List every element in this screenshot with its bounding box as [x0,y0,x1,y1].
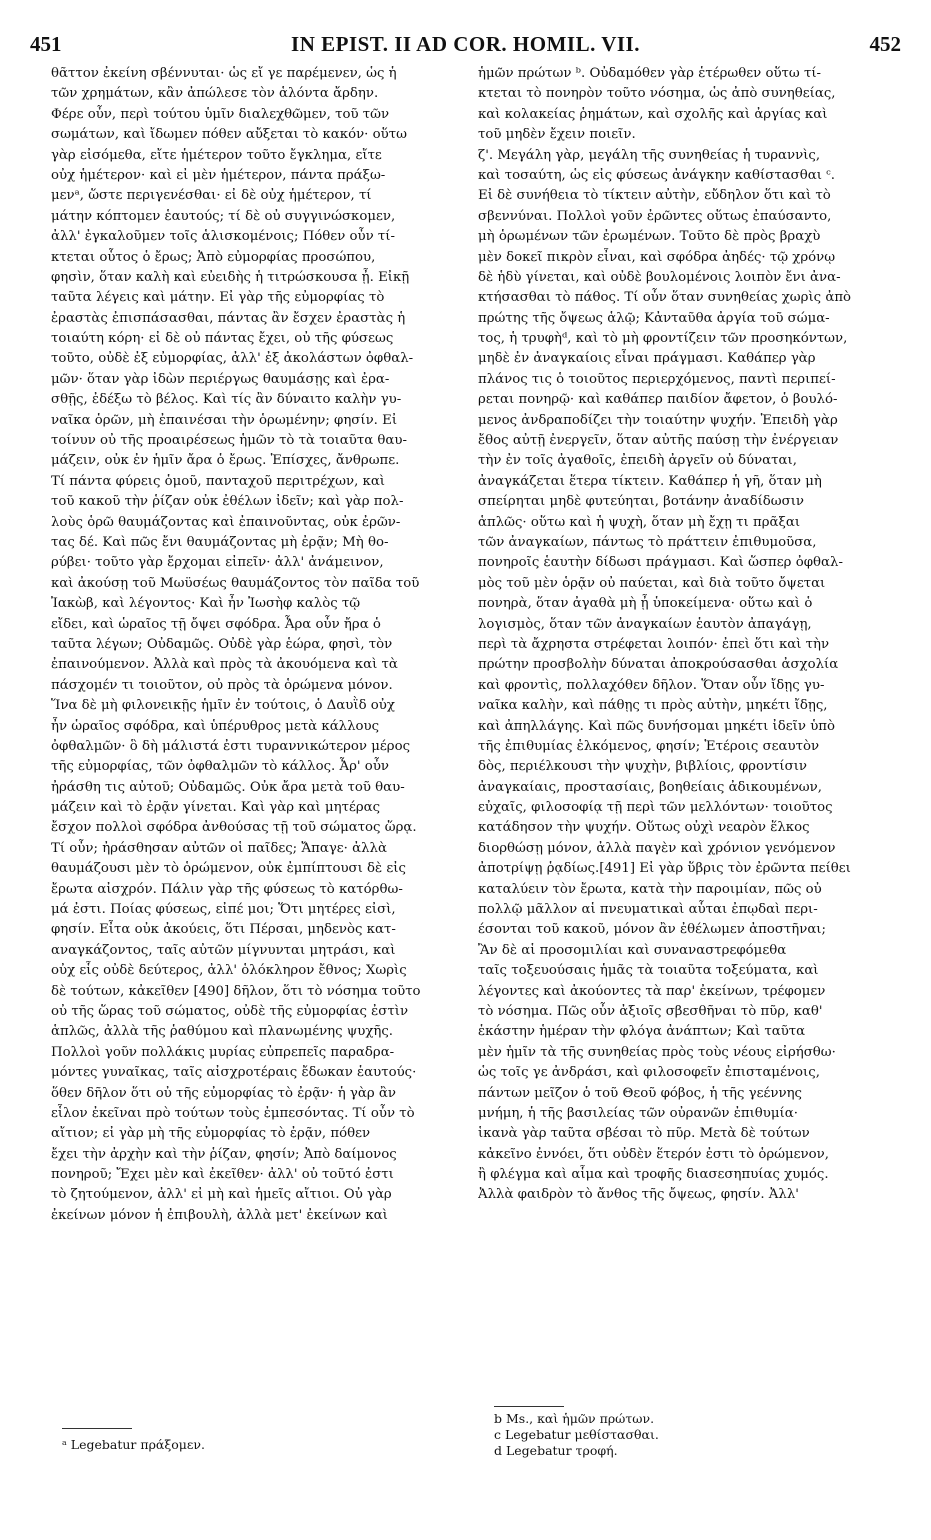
text-line: σβεννύναι. Πολλοὶ γοῦν ἐρῶντες οὕτως ἐπαύσαντο, [478,208,832,224]
footnotes-right [494,1411,659,1459]
text-line: μὲν δοκεῖ πικρὸν εἶναι, καὶ σφόδρα ἀηδές· τῷ χρόνῳ [478,249,836,265]
text-line: ἢ φλέγμα καὶ αἷμα καὶ τροφῆς διασεσηπυίας χυμός. [478,1167,829,1183]
text-line: Ἵνα δὲ μὴ φιλονεικῇς ἡμῖν ἐν τούτοις, ὁ Δαυῒδ οὐχ [51,698,395,714]
text-line: ζ'. Μεγάλη γὰρ, μεγάλη τῆς συνηθείας ἡ τυραννὶς, [478,147,821,163]
text-line: Πολλοὶ γοῦν πολλάκις μυρίας εὐπρεπεῖς παραδρα- [51,1044,395,1060]
text-line: ναῖκα ὁρῶν, μὴ ἐπαινέσαι τὴν ὁρωμένην; φησίν. Εἰ [51,412,398,428]
running-title: IN EPIST. II AD COR. HOMIL. VII. [291,32,640,56]
footnote-rule-right [494,1406,564,1407]
text-line: έσονται τοῦ κακοῦ, μόνον ἂν ἐθέλωμεν ἀποστῆναι; [478,922,826,938]
text-line: πονηροῦ; Ἔχει μὲν καὶ ἐκεῖθεν· ἀλλ' οὐ τοῦτό ἐστι [51,1167,394,1183]
text-line: ἦν ὡραῖος σφόδρα, καὶ ὑπέρυθρος μετὰ κάλλους [51,718,380,734]
text-line: τοίνυν οὐ τῆς προαιρέσεως ἡμῶν τὸ τὰ τοιαῦτα θαυ- [51,433,407,449]
text-line: τας δέ. Καὶ πῶς ἔνι θαυμάζοντας μὴ ἐρᾷν; Μὴ θο- [51,534,389,550]
text-line: τῆς ἐπιθυμίας ἑλκόμενος, φησίν; Ἑτέροις σεαυτὸν [478,738,820,754]
text-line: τος, ἡ τρυφὴᵈ, καὶ τὸ μὴ φροντίζειν τῶν προσηκόντων, [478,331,848,347]
text-line: μά ἐστι. Ποίας φύσεως, εἰπέ μοι; Ὅτι μητέρες εἰσὶ, [51,902,396,918]
text-line: πάσχομέν τι τοιοῦτον, οὐ πρὸς τὰ ὁρώμενα μόνον. [51,677,393,693]
text-line: μὴ ὁρωμένων τῶν ἐρωμένων. Τοῦτο δὲ πρὸς βραχὺ [478,229,821,245]
text-line: ἀναγκάζεται ἕτερα τίκτειν. Καθάπερ ἡ γῆ, ὅταν μὴ [478,473,822,489]
text-line: λοὺς ὁρῶ θαυμάζοντας καὶ ἐπαινοῦντας, οὐκ ἐρῶν- [51,514,401,530]
text-line: ταῦτα λέγεις καὶ μάτην. Εἰ γὰρ τῆς εὐμορφίας τὸ [51,290,385,306]
text-line: σωμάτων, καὶ ἴδωμεν πόθεν αὔξεται τὸ κακόν· οὕτω [51,127,407,143]
text-line: ἁπλῶς· οὕτω καὶ ἡ ψυχὴ, ὅταν μὴ ἔχῃ τι πρᾶξαι [478,514,801,530]
footnote: d Legebatur τροφή. [494,1443,618,1458]
text-line: τοῦ μηδὲν ἔχειν ποιεῖν. [478,127,636,143]
text-line: φησίν. Εἶτα οὐκ ἀκούεις, ὅτι Πέρσαι, μηδενὸς κατ- [51,922,396,938]
text-line: πρώτην προσβολὴν δύναται ἀποκρούσασθαι ἀσχολία [478,657,839,673]
text-line: μὲν ἡμῖν τὰ τῆς συνηθείας πρὸς τοὺς νέους εἰρήσθω· [478,1044,836,1060]
text-line: κἀκεῖνο ἐννόει, ὅτι οὐδὲν ἕτερόν ἐστι τὸ ὁρώμενον, [478,1146,829,1162]
text-line: εὐχαῖς, φιλοσοφίᾳ τῇ περὶ τῶν μελλόντων· τοιοῦτος [478,800,833,816]
text-line: αναγκάζοντος, ταῖς αὐτῶν μίγνυνται μητράσι, καὶ [51,942,396,958]
text-line: ἔρωτα αἰσχρόν. Πάλιν γὰρ τῆς φύσεως τὸ κατόρθω- [51,881,403,897]
text-line: τοῦ κακοῦ τὴν ῥίζαν οὐκ ἐθέλων ἰδεῖν; καὶ γὰρ πολ- [51,494,404,510]
text-line: ταῖς τοξευούσαις ἡμᾶς τὰ τοιαῦτα τοξεύματα, καὶ [478,963,819,979]
text-line: εἷλον ἐκεῖναι πρὸ τούτων τοὺς ἐμπεσόντας. Τί οὖν τὸ [51,1105,415,1121]
text-line: ἀποτρίψῃ ῥᾳδίως.[491] Εἰ γὰρ ὕβρις τὸν ἐρῶντα πείθει [478,861,851,877]
text-line: κτεται οὗτος ὁ ἔρως; Ἀπὸ εὐμορφίας προσώπου, [51,249,376,265]
text-line: καὶ κολακείας ῥημάτων, καὶ σχολῆς καὶ ἀργίας καὶ [478,106,828,122]
page-number-right: 452 [869,32,901,56]
text-line: πρώτης τῆς ὄψεως ἁλῷ; Κἀνταῦθα ἀργία τοῦ σώμα- [478,310,830,326]
text-line: ἔσχον πολλοὶ σφόδρα ἀνθούσας τῇ τοῦ σώματος ὥρᾳ. [51,820,417,836]
text-line: περὶ τὰ ἄχρηστα στρέφεται λοιπόν· ἐπεὶ ὅτι καὶ τὴν [478,636,830,652]
text-line: μάζειν, οὐκ ἐν ἡμῖν ἄρα ὁ ἔρως. Ἐπίσχες, ἄνθρωπε. [51,453,400,469]
text-line: ἠράσθη τις αὐτοῦ; Οὐδαμῶς. Οὐκ ἄρα μετὰ τοῦ θαυ- [51,779,405,795]
text-line: ἑκάστην ἡμέραν τὴν φλόγα ἀνάπτων; Καὶ ταῦτα [478,1024,806,1040]
text-line: τῆς εὐμορφίας, τῶν ὀφθαλμῶν τὸ κάλλος. Ἆρ' οὖν [51,759,389,775]
text-line: ἔχει τὴν ἀρχὴν καὶ τὴν ῥίζαν, φησίν; Ἀπὸ δαίμονος [51,1146,397,1162]
text-line: ἐπαινούμενον. Ἀλλὰ καὶ πρὸς τὰ ἀκουόμενα καὶ τὰ [51,657,398,673]
footnote: c Legebatur μεθίστασθαι. [494,1427,659,1442]
text-line: πονηρὰ, ὅταν ἀγαθὰ μὴ ᾖ ὑποκείμενα· οὕτω καὶ ὁ [478,596,813,612]
text-line: δὲ ἡδὺ γίνεται, καὶ οὐδὲ βουλομένοις λοιπὸν ἔνι ἀνα- [478,269,841,285]
text-line: ταῦτα λέγων; Οὐδαμῶς. Οὐδὲ γὰρ ἑώρα, φησὶ, τὸν [51,636,393,652]
text-line: σθῇς, ἐδέξω τὸ βέλος. Καὶ τίς ἂν δύναιτο καλὴν γυ- [51,392,402,408]
text-line: διορθώσῃ μόνον, ἀλλὰ παγὲν καὶ χρόνιον γενόμενον [478,840,836,856]
text-line: μάτην κόπτομεν ἑαυτούς; τί δὲ οὐ συγγινώσκομεν, [51,208,396,224]
text-line: εἴδει, καὶ ὡραῖος τῇ ὄψει σφόδρα. Ἆρα οὖν ἤρα ὁ [51,616,381,632]
text-line: πονηροῖς ἑαυτὴν δίδωσι πράγμασι. Καὶ ὥσπερ ὀφθαλ- [478,555,843,571]
text-line: πλάνος τις ὁ τοιοῦτος περιερχόμενος, παντὶ περιπεί- [478,371,836,387]
text-line: ναῖκα καλὴν, καὶ πάθῃς τι πρὸς αὐτὴν, μηκέτι ἴδῃς, [478,698,828,714]
footnote: ᵃ Legebatur πράξομεν. [62,1437,205,1452]
text-line: οὐ τῆς ὥρας τοῦ σώματος, οὐδὲ τῆς εὐμορφίας ἐστὶν [51,1003,409,1019]
text-line: καὶ φροντὶς, πολλαχόθεν δῆλον. Ὅταν οὖν ἴδῃς γυ- [478,677,825,693]
text-line: Εἰ δὲ συνήθεια τὸ τίκτειν αὐτὴν, εὔδηλον ὅτι καὶ τὸ [478,188,831,204]
left-text-column [51,64,461,1226]
text-line: Φέρε οὖν, περὶ τούτου ὑμῖν διαλεχθῶμεν, τοῦ τῶν [51,106,390,122]
page-number-left: 451 [30,32,62,56]
text-line: τῶν χρημάτων, κἂν ἀπώλεσε τὸν ἁλόντα ἄρδην. [51,86,379,102]
page-header [30,32,901,62]
text-line: τὴν ἐν τοῖς ἀγαθοῖς, ἐπειδὴ ἀργεῖν οὐ δύναται, [478,453,797,469]
text-line: ἀλλ' ἐγκαλοῦμεν τοῖς ἁλισκομένοις; Πόθεν οὖν τί- [51,229,395,245]
text-line: ἐραστὰς ἐπισπάσασθαι, πάντας ἂν ἔσχεν ἐραστὰς ἡ [51,310,406,326]
text-line: μόντες γυναῖκας, ταῖς αἰσχροτέραις ἔδωκαν ἑαυτούς· [51,1065,417,1081]
text-line: ἔθος αὐτῇ ἐνεργεῖν, ὅταν αὐτῆς παύσῃ τὴν ἐνέργειαν [478,433,839,449]
text-line: οὐχ εἷς οὐδὲ δεύτερος, ἀλλ' ὁλόκληρον ἔθνος; Χωρὶς [51,963,407,979]
text-line: μνήμη, ἡ τῆς βασιλείας τῶν οὐρανῶν ἐπιθυμία· [478,1105,798,1121]
text-line: μενᵃ, ὥστε περιγενέσθαι· εἰ δὲ οὐχ ἡμέτερον, τί [51,188,372,204]
text-line: ἡμῶν πρώτων ᵇ. Οὐδαμόθεν γὰρ ἑτέρωθεν οὕτω τί- [478,66,822,81]
text-line: δὲ τούτων, κἀκεῖθεν [490] δῆλον, ὅτι τὸ νόσημα τοῦτο [51,983,421,999]
text-line: ρύβει· τοῦτο γὰρ ἔρχομαι εἰπεῖν· ἀλλ' ἀνάμεινον, [51,555,384,571]
text-line: μὸς τοῦ μὲν ὁρᾷν οὐ παύεται, καὶ διὰ τοῦτο ὄψεται [478,575,826,591]
text-line: δὸς, περιέλκουσι τὴν ψυχὴν, βιβλίοις, φροντίσιν [478,759,808,775]
footnotes-left [62,1437,205,1453]
text-line: μενος ἀνδραποδίζει τὴν τοιαύτην ψυχήν. Ἐπειδὴ γὰρ [478,412,838,428]
text-line: καὶ ἀκούσῃ τοῦ Μωϋσέως θαυμάζοντος τὸν παῖδα τοῦ [51,575,420,591]
text-line: Τί πάντα φύρεις ὁμοῦ, πανταχοῦ περιτρέχων, καὶ [51,473,386,489]
text-line: Ἂν δὲ αἱ προσομιλίαι καὶ συναναστρεφόμεθα [478,942,787,958]
text-line: μάζειν καὶ τὸ ἐρᾷν γίνεται. Καὶ γὰρ καὶ μητέρας [51,800,381,816]
text-line: ὅθεν δῆλον ὅτι οὐ τῆς εὐμορφίας τὸ ἐρᾷν· ἡ γὰρ ἂν [51,1085,396,1101]
text-line: θαυμάζουσι μὲν τὸ ὁρώμενον, οὐκ ἐμπίπτουσι δὲ εἰς [51,861,406,877]
text-line: τὸ νόσημα. Πῶς οὖν ἀξιοῖς σβεσθῆναι τὸ πῦρ, καθ' [478,1003,823,1019]
text-line: αἴτιον; εἰ γὰρ μὴ τῆς εὐμορφίας τὸ ἐρᾷν, πόθεν [51,1126,371,1142]
text-line: μῶν· ὅταν γὰρ ἰδὼν περιέργως θαυμάσῃς καὶ ἐρα- [51,371,390,387]
text-line: κτεται τὸ πονηρὸν τοῦτο νόσημα, ὡς ἀπὸ συνηθείας, [478,86,836,102]
text-line: Ἀλλὰ φαιδρὸν τὸ ἄνθος τῆς ὄψεως, φησίν. Ἀλλ' [478,1187,799,1203]
text-line: τῶν ἀναγκαίων, πάντως τὸ πράττειν ἐπιθυμοῦσα, [478,534,817,550]
right-text-column [478,64,893,1206]
text-line: ἱκανὰ γὰρ ταῦτα σβέσαι τὸ πῦρ. Μετὰ δὲ τούτων [478,1126,810,1142]
text-line: θᾶττον ἐκείνη σβέννυται· ὡς εἴ γε παρέμενεν, ὡς ἡ [51,66,397,81]
text-line: τοιαύτη κόρη· εἰ δὲ οὐ πάντας ἔχει, οὐ τῆς φύσεως [51,331,394,347]
text-line: κατάδησον τὴν ψυχήν. Οὕτως οὐχὶ νεαρὸν ἕλκος [478,820,810,836]
text-line: καὶ τοσαύτη, ὡς εἰς φύσεως ἀνάγκην καθίστασθαι ᶜ. [478,167,836,183]
text-line: ὡς τοῖς γε ἀνδράσι, καὶ φιλοσοφεῖν ἐπισταμένοις, [478,1065,820,1081]
text-line: ἀναγκαίαις, προστασίαις, βοηθείαις ἀδικουμένων, [478,779,822,795]
text-line: φησὶν, ὅταν καλὴ καὶ εὐειδὴς ἡ τιτρώσκουσα ᾖ. Εἰκῇ [51,269,410,285]
text-line: τὸ ζητούμενον, ἀλλ' εἰ μὴ καὶ ἡμεῖς αἴτιοι. Οὐ γὰρ [51,1187,392,1203]
text-line: πολλῷ μᾶλλον αἱ πνευματικαὶ αὗται ἐπῳδαὶ περι- [478,902,818,918]
text-line: γὰρ εἰσόμεθα, εἴτε ἡμέτερον τοῦτο ἔγκλημα, εἴτε [51,147,382,163]
text-line: σπείρηται μηδὲ φυτεύηται, βοτάνην ἀναδίδωσιν [478,494,805,510]
text-line: οὐχ ἡμέτερον· καὶ εἰ μὲν ἡμέτερον, πάντα πράξω- [51,167,386,183]
text-line: τοῦτο, οὐδὲ ἐξ εὐμορφίας, ἀλλ' ἐξ ἀκολάστων ὀφθαλ- [51,351,414,367]
text-line: ἁπλῶς, ἀλλὰ τῆς ῥαθύμου καὶ πλανωμένης ψυχῆς. [51,1024,394,1040]
text-line: Ἰακὼβ, καὶ λέγοντος· Καὶ ἦν Ἰωσὴφ καλὸς τῷ [51,596,361,612]
text-line: ρεται πονηρῷ· καὶ καθάπερ παιδίον ἄφετον, ὁ βουλό- [478,392,838,408]
footnote: b Ms., καὶ ἡμῶν πρώτων. [494,1411,655,1426]
text-line: καταλύειν τὸν ἔρωτα, κατὰ τὴν παροιμίαν, πῶς οὐ [478,881,822,897]
text-line: κτήσασθαι τὸ πάθος. Τί οὖν ὅταν συνηθείας χωρὶς ἀπὸ [478,290,852,306]
text-line: ἐκείνων μόνον ἡ ἐπιβουλὴ, ἀλλὰ μετ' ἐκείνων καὶ [51,1207,388,1223]
text-line: πάντων μεῖζον ὁ τοῦ Θεοῦ φόβος, ἡ τῆς γεέννης [478,1085,802,1101]
footnote-rule-left [62,1428,132,1429]
text-line: καὶ ἀπηλλάγης. Καὶ πῶς δυνήσομαι μηκέτι ἰδεῖν ὑπὸ [478,718,836,734]
text-line: λέγοντες καὶ ἀκούοντες τὰ παρ' ἐκείνων, τρέφομεν [478,983,826,999]
text-line: μηδὲ ἐν ἀναγκαίοις εἶναι πράγμασι. Καθάπερ γὰρ [478,351,816,367]
text-line: ὀφθαλμῶν· ὃ δὴ μάλιστά ἐστι τυραννικώτερον μέρος [51,738,411,754]
text-line: λογισμὸς, ὅταν τῶν ἀναγκαίων ἑαυτὸν ἀπαγάγῃ, [478,616,812,632]
text-line: Τί οὖν; ἠράσθησαν αὐτῶν οἱ παῖδες; Ἄπαγε· ἀλλὰ [51,840,387,856]
